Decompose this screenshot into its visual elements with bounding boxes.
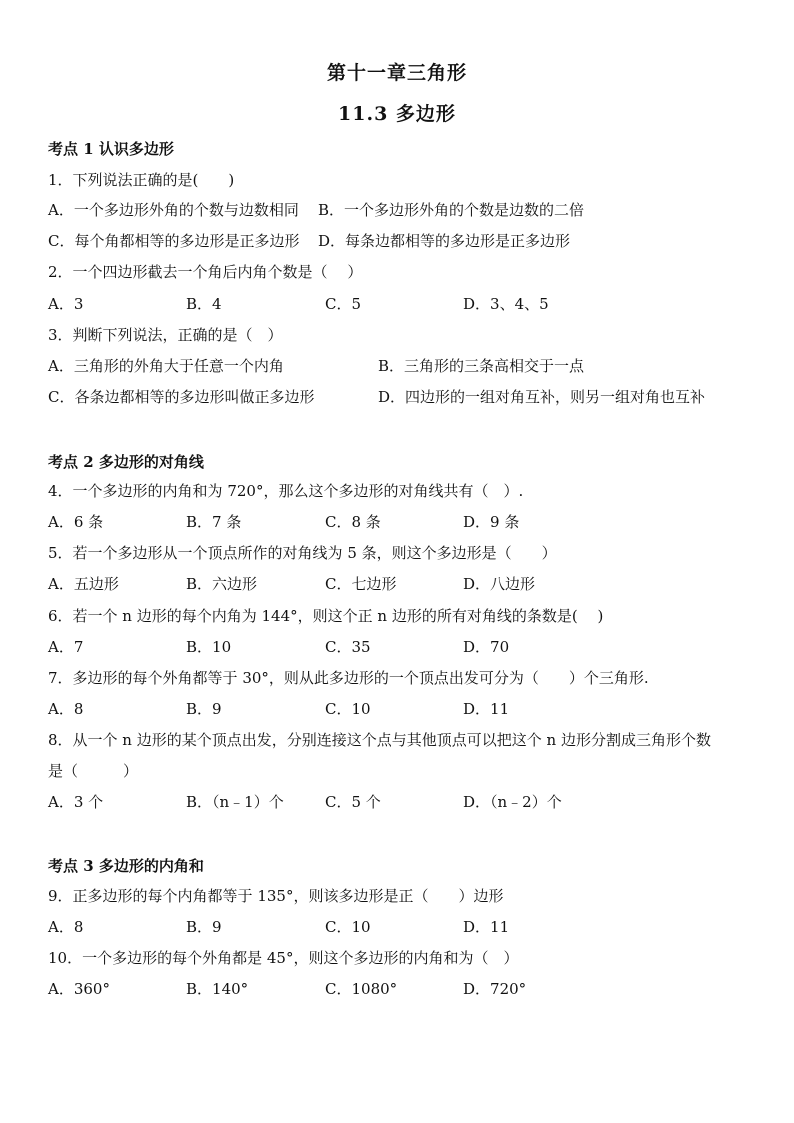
question-4-stem: 4．一个多边形的内角和为 720°，那么这个多边形的对角线共有（ ）. xyxy=(48,482,524,500)
question-8-stem-continued: 是（ ） xyxy=(48,762,139,780)
question-3-option-b: B．三角形的三条高相交于一点 xyxy=(378,357,585,375)
question-7-option-d: D．11 xyxy=(463,700,510,718)
question-9-option-b: B．9 xyxy=(186,918,222,936)
question-6-option-d: D．70 xyxy=(463,638,510,656)
question-5-option-c: C．七边形 xyxy=(325,575,397,593)
question-9-option-d: D．11 xyxy=(463,918,510,936)
question-6-option-a: A．7 xyxy=(48,638,84,656)
section-heading-3: 考点 3 多边形的内角和 xyxy=(48,857,204,875)
question-7-option-c: C．10 xyxy=(325,700,371,718)
question-5-stem: 5．若一个多边形从一个顶点所作的对角线为 5 条，则这个多边形是（ ） xyxy=(48,544,557,562)
question-8-stem: 8．从一个 n 边形的某个顶点出发，分别连接这个点与其他顶点可以把这个 n 边形分割成三角形个数 xyxy=(48,731,711,749)
question-8-option-b: B．（n﹣1）个 xyxy=(186,793,284,811)
question-10-stem: 10．一个多边形的每个外角都是 45°，则这个多边形的内角和为（ ） xyxy=(48,949,519,967)
chapter-title: 第十一章三角形 xyxy=(326,62,467,84)
question-7-stem: 7．多边形的每个外角都等于 30°，则从此多边形的一个顶点出发可分为（ ）个三角形. xyxy=(48,669,649,687)
question-7-option-a: A．8 xyxy=(48,700,84,718)
question-2-option-d: D．3、4、5 xyxy=(463,295,549,313)
question-3-option-c: C．各条边都相等的多边形叫做正多边形 xyxy=(48,388,315,406)
question-1-option-a: A．一个多边形外角的个数与边数相同 xyxy=(48,201,299,219)
question-8-option-d: D．（n﹣2）个 xyxy=(463,793,562,811)
question-2-stem: 2．一个四边形截去一个角后内角个数是（ ） xyxy=(48,263,363,281)
section-heading-2: 考点 2 多边形的对角线 xyxy=(48,453,204,471)
section-heading-1: 考点 1 认识多边形 xyxy=(48,140,174,158)
question-10-option-b: B．140° xyxy=(186,980,249,998)
question-2-option-b: B．4 xyxy=(186,295,222,313)
question-4-option-b: B．7 条 xyxy=(186,513,242,531)
question-10-option-a: A．360° xyxy=(48,980,110,998)
question-2-option-c: C．5 xyxy=(325,295,362,313)
question-7-option-b: B．9 xyxy=(186,700,222,718)
question-6-stem: 6．若一个 n 边形的每个内角为 144°，则这个正 n 边形的所有对角线的条数是( ) xyxy=(48,607,604,625)
question-6-option-b: B．10 xyxy=(186,638,232,656)
question-3-stem: 3．判断下列说法，正确的是（ ） xyxy=(48,326,283,344)
question-10-option-d: D．720° xyxy=(463,980,527,998)
question-5-option-a: A．五边形 xyxy=(48,575,119,593)
question-9-option-c: C．10 xyxy=(325,918,371,936)
question-5-option-b: B．六边形 xyxy=(186,575,258,593)
question-4-option-d: D．9 条 xyxy=(463,513,520,531)
question-1-stem: 1．下列说法正确的是( ) xyxy=(48,171,235,189)
question-1-option-c: C．每个角都相等的多边形是正多边形 xyxy=(48,232,300,250)
question-8-option-c: C．5 个 xyxy=(325,793,381,811)
question-1-option-b: B．一个多边形外角的个数是边数的二倍 xyxy=(318,201,585,219)
question-8-option-a: A．3 个 xyxy=(48,793,104,811)
question-4-option-a: A．6 条 xyxy=(48,513,104,531)
question-2-option-a: A．3 xyxy=(48,295,84,313)
section-title: 11.3 多边形 xyxy=(338,103,456,125)
question-4-option-c: C．8 条 xyxy=(325,513,381,531)
question-3-option-a: A．三角形的外角大于任意一个内角 xyxy=(48,357,284,375)
question-5-option-d: D．八边形 xyxy=(463,575,536,593)
question-6-option-c: C．35 xyxy=(325,638,371,656)
question-9-stem: 9．正多边形的每个内角都等于 135°，则该多边形是正（ ）边形 xyxy=(48,887,504,905)
question-9-option-a: A．8 xyxy=(48,918,84,936)
question-10-option-c: C．1080° xyxy=(325,980,398,998)
question-3-option-d: D．四边形的一组对角互补，则另一组对角也互补 xyxy=(378,388,706,406)
question-1-option-d: D．每条边都相等的多边形是正多边形 xyxy=(318,232,571,250)
